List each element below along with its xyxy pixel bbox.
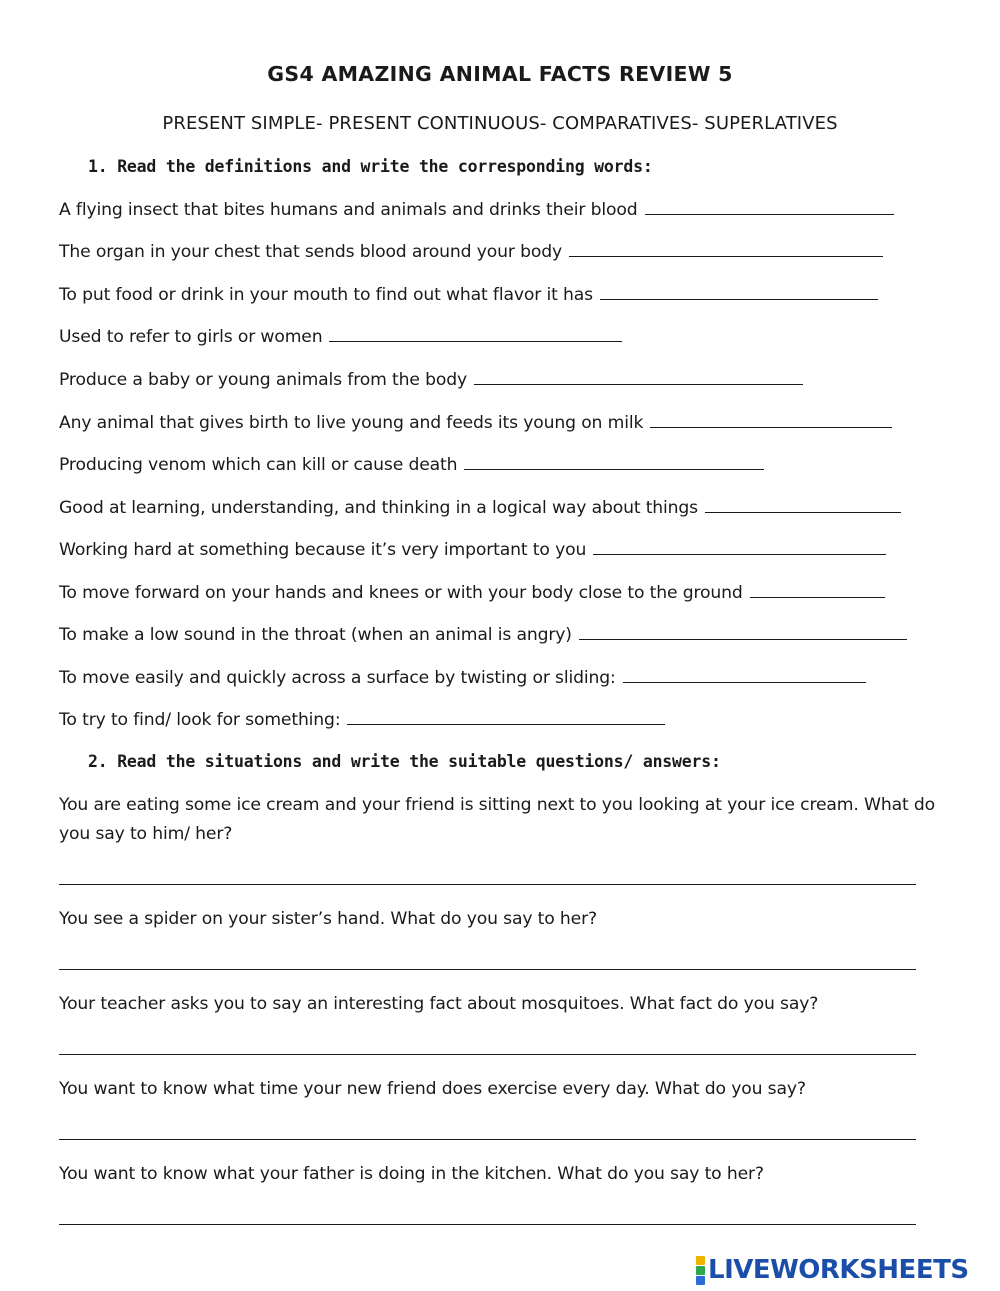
definition-item [59, 708, 665, 732]
worksheet-title: GS4 AMAZING ANIMAL FACTS REVIEW 5 [267, 62, 733, 86]
definition-item [59, 368, 803, 392]
situation-item: You see a spider on your sister’s hand. What do you say to her? [59, 909, 597, 929]
section-1-heading: 1. Read the definitions and write the corresponding words: [88, 157, 653, 176]
definition-item [59, 325, 622, 349]
definition-item [59, 411, 892, 435]
worksheet-subtitle: PRESENT SIMPLE- PRESENT CONTINUOUS- COMPARATIVES- SUPERLATIVES [162, 113, 838, 134]
logo-block [696, 1276, 705, 1285]
answer-line[interactable] [59, 969, 916, 970]
definition-text: Used to refer to girls or women [59, 327, 323, 347]
answer-blank[interactable] [329, 327, 622, 342]
definition-text: Producing venom which can kill or cause death [59, 455, 458, 475]
definition-text: Any animal that gives birth to live young and feeds its young on milk [59, 413, 644, 433]
definition-text: A flying insect that bites humans and animals and drinks their blood [59, 200, 638, 220]
answer-blank[interactable] [579, 625, 907, 640]
definition-item [59, 666, 866, 690]
answer-blank[interactable] [650, 413, 892, 428]
definition-item [59, 623, 907, 647]
answer-line[interactable] [59, 1054, 916, 1055]
definition-text: Good at learning, understanding, and thinking in a logical way about things [59, 498, 698, 518]
definition-item [59, 240, 883, 264]
situation-item: You want to know what time your new friend does exercise every day. What do you say? [59, 1079, 806, 1099]
definition-item [59, 198, 894, 222]
definition-text: The organ in your chest that sends blood around your body [59, 242, 562, 262]
answer-line[interactable] [59, 884, 916, 885]
definition-item [59, 283, 878, 307]
logo-blocks-icon [696, 1256, 705, 1285]
answer-blank[interactable] [347, 710, 665, 725]
answer-line[interactable] [59, 1139, 916, 1140]
definition-text: Working hard at something because it’s very important to you [59, 540, 587, 560]
definition-item [59, 581, 885, 605]
definition-text: To make a low sound in the throat (when an animal is angry) [59, 625, 572, 645]
liveworksheets-logo[interactable] [696, 1254, 969, 1286]
answer-blank[interactable] [474, 370, 803, 385]
definition-item [59, 453, 764, 477]
answer-line[interactable] [59, 1224, 916, 1225]
answer-blank[interactable] [623, 668, 866, 683]
answer-blank[interactable] [569, 242, 883, 257]
definition-text: To put food or drink in your mouth to find out what flavor it has [59, 285, 593, 305]
answer-blank[interactable] [600, 285, 878, 300]
definition-item [59, 538, 886, 562]
situation-item: You want to know what your father is doing in the kitchen. What do you say to her? [59, 1164, 764, 1184]
definition-item [59, 496, 901, 520]
situation-item: You are eating some ice cream and your friend is sitting next to you looking at your ice cream. What do you say to him/ her? [59, 795, 936, 844]
logo-block [696, 1266, 705, 1275]
answer-blank[interactable] [464, 455, 764, 470]
definition-text: To try to find/ look for something: [59, 710, 341, 730]
definition-text: To move forward on your hands and knees or with your body close to the ground [59, 583, 743, 603]
answer-blank[interactable] [593, 540, 886, 555]
definition-text: To move easily and quickly across a surface by twisting or sliding: [59, 668, 616, 688]
section-2-heading: 2. Read the situations and write the suitable questions/ answers: [88, 752, 721, 771]
definition-text: Produce a baby or young animals from the body [59, 370, 467, 390]
answer-blank[interactable] [705, 498, 901, 513]
logo-text: LIVEWORKSHEETS [708, 1255, 969, 1285]
answer-blank[interactable] [750, 583, 885, 598]
logo-block [696, 1256, 705, 1265]
answer-blank[interactable] [645, 200, 894, 215]
situation-item: Your teacher asks you to say an interesting fact about mosquitoes. What fact do you say? [59, 994, 819, 1014]
